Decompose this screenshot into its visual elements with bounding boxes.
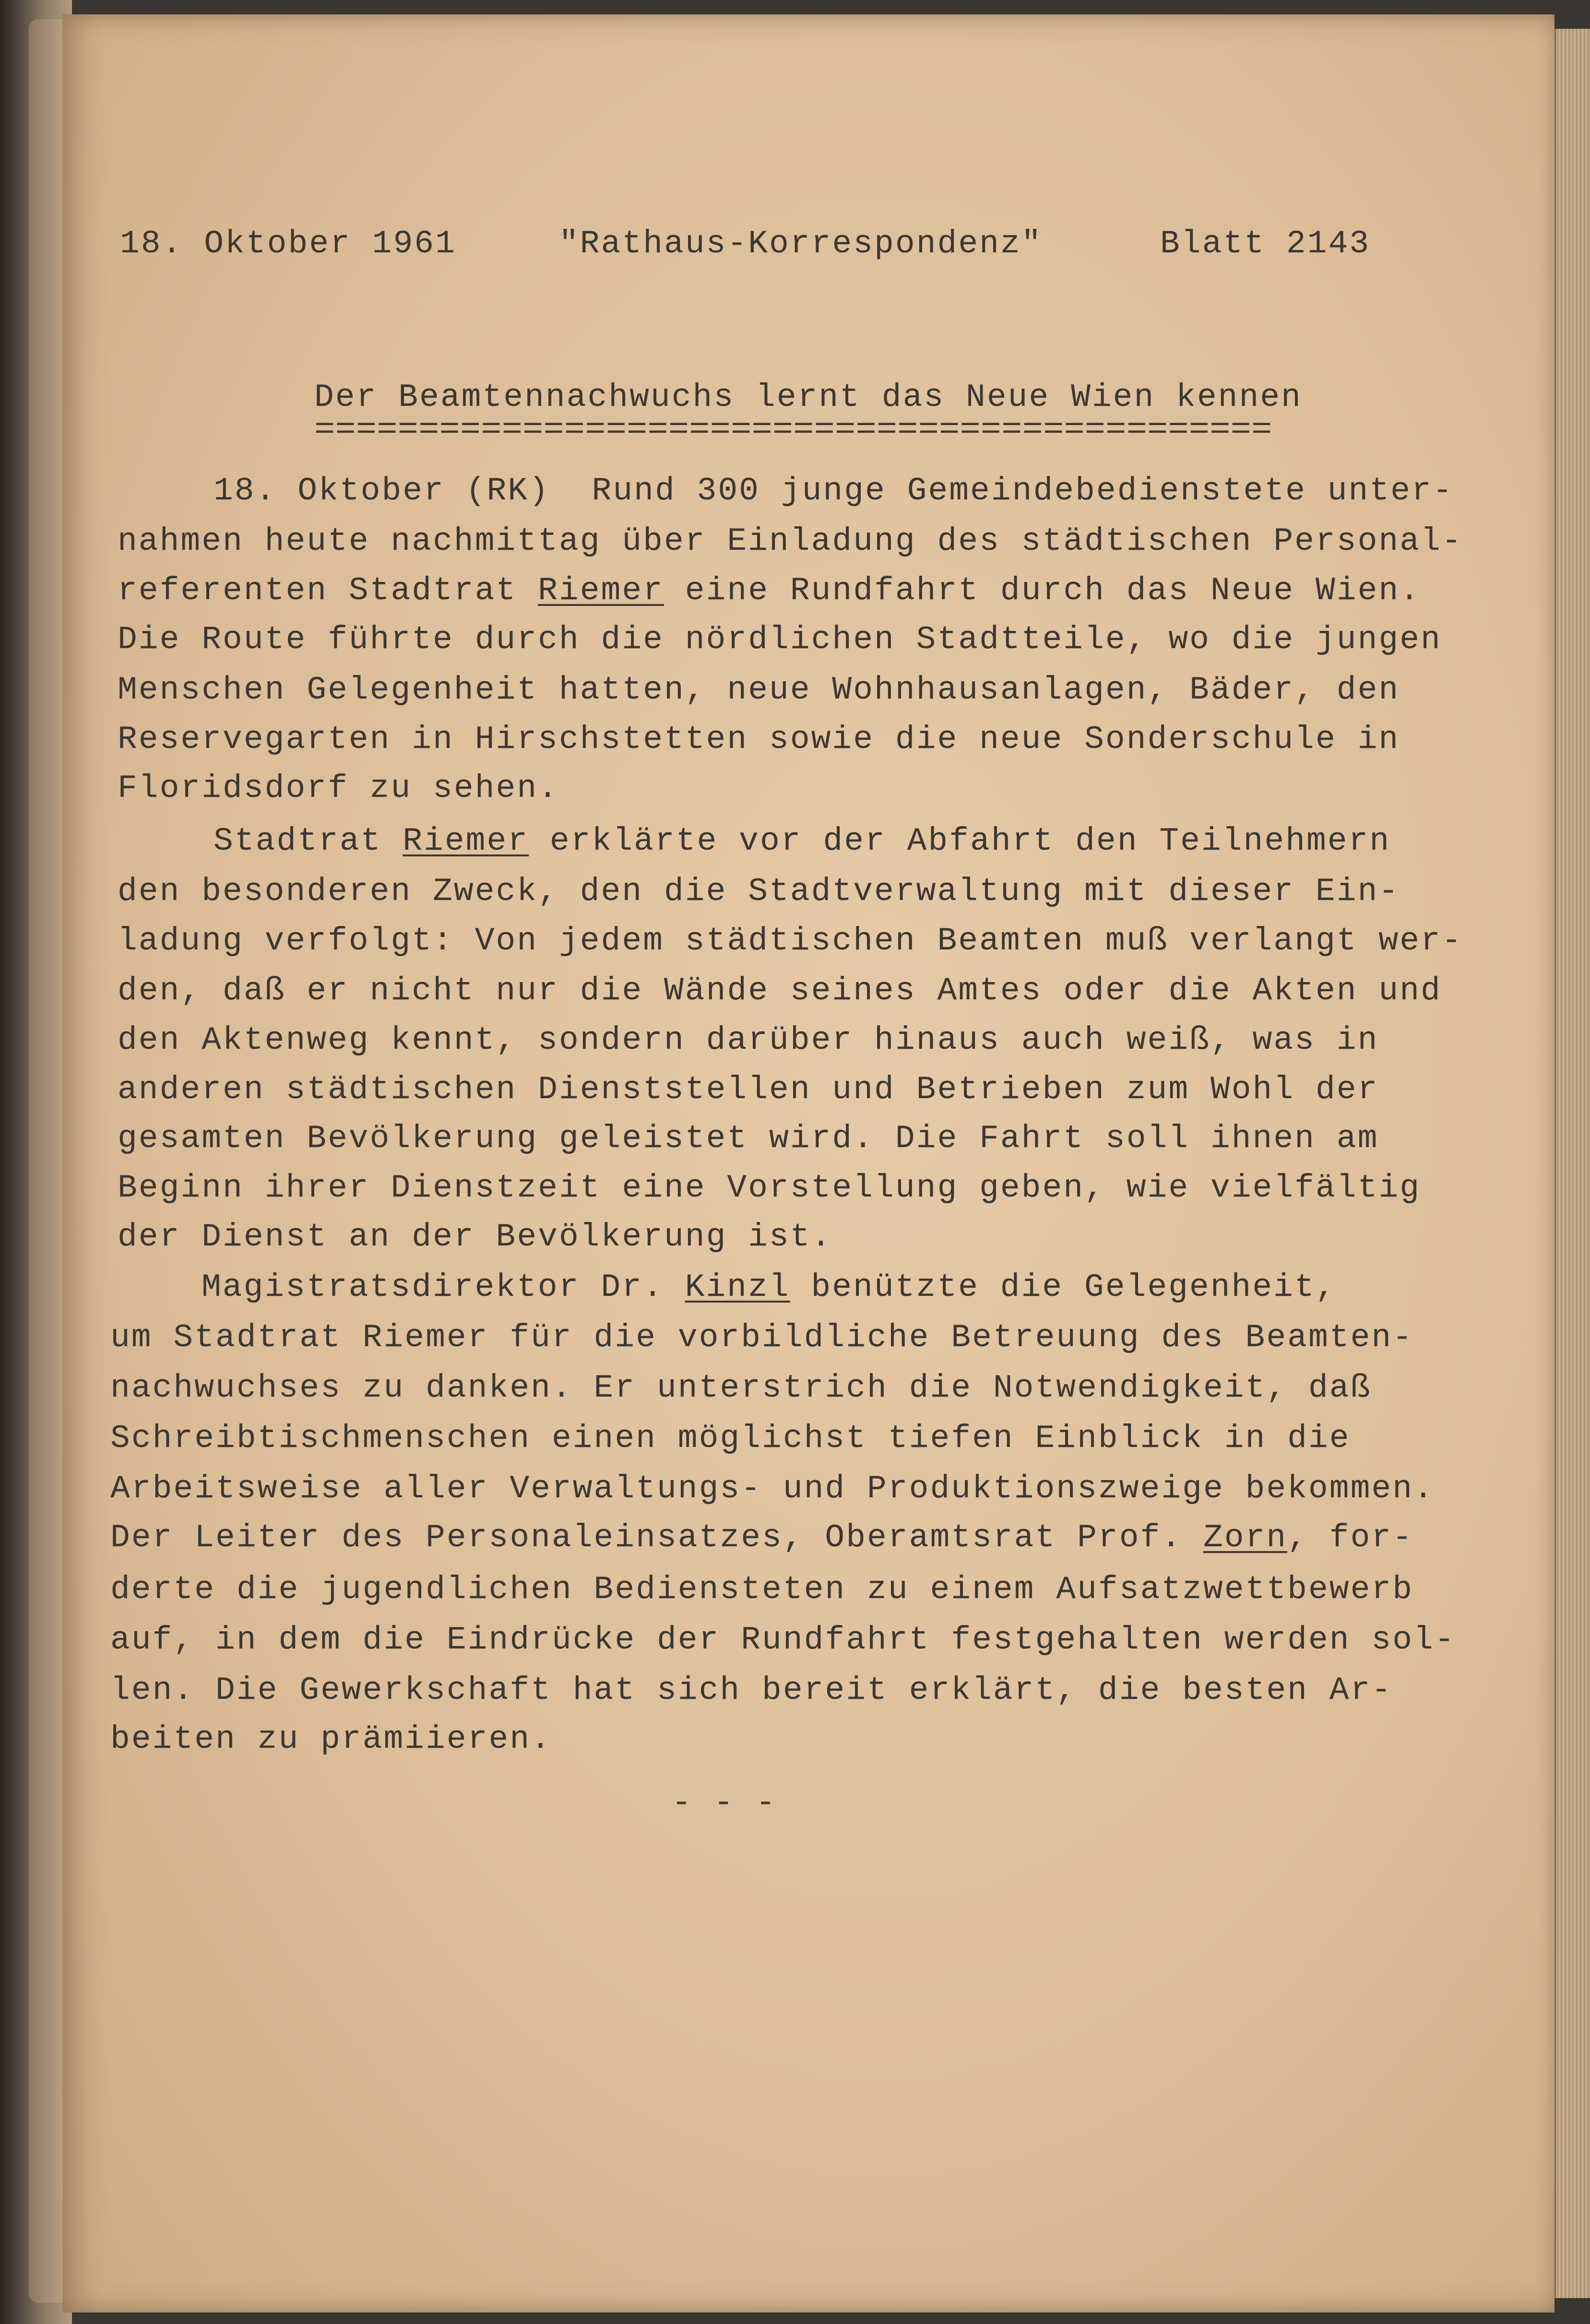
name-kinzl: Kinzl [685,1269,790,1306]
p2-line-4: den, daß er nicht nur die Wände seines Amtes oder die Akten und [118,972,1442,1009]
p2-line-7: gesamten Bevölkerung geleistet wird. Die Fahrt soll ihnen am [118,1120,1379,1157]
p1-line-3-end: eine Rundfahrt durch das Neue Wien. [664,572,1421,609]
p2-line-6: anderen städtischen Dienststellen und Betrieben zum Wohl der [118,1071,1379,1108]
header-publication: "Rathaus-Korrespondenz" [559,225,1043,262]
p3-line-1-end: benützte die Gelegenheit, [790,1269,1337,1306]
name-zorn: Zorn [1203,1519,1288,1556]
end-mark: - - - [672,1785,777,1822]
p1-line-1: 18. Oktober (RK) Rund 300 junge Gemeindebedienstete unter- [214,473,1454,510]
title-underline-rule: ============================================== [314,413,1272,448]
p3-line-8: auf, in dem die Eindrücke der Rundfahrt festgehalten werden sol- [110,1622,1456,1659]
header-sheet: Blatt 2143 [1160,225,1371,262]
p2-line-2: den besonderen Zweck, den die Stadtverwaltung mit dieser Ein- [118,873,1400,910]
page-stack-edge [1554,29,1590,2298]
name-riemer-2: Riemer [403,823,529,860]
p2-line-5: den Aktenweg kennt, sondern darüber hinaus auch weiß, was in [118,1022,1379,1059]
p2-line-8: Beginn ihrer Dienstzeit eine Vorstellung geben, wie vielfältig [118,1170,1421,1207]
p3-line-7: derte die jugendlichen Bediensteten zu einem Aufsatzwettbewerb [110,1571,1414,1608]
p1-line-4: Die Route führte durch die nördlichen Stadtteile, wo die jungen [118,621,1442,658]
p3-line-2: um Stadtrat Riemer für die vorbildliche Betreuung des Beamten- [110,1319,1414,1356]
document-page [62,14,1554,2312]
p3-line-6-end: , for- [1287,1519,1414,1556]
p1-line-2: nahmen heute nachmittag über Einladung des städtischen Personal- [118,523,1463,560]
p3-line-5: Arbeitsweise aller Verwaltungs- und Produktionszweige bekommen. [110,1470,1435,1507]
p2-line-9: der Dienst an der Bevölkerung ist. [118,1219,832,1256]
p1-line-3-start: referenten Stadtrat [118,572,538,609]
p2-line-1-start: Stadtrat [214,823,403,860]
p3-line-6-start: Der Leiter des Personaleinsatzes, Oberamtsrat Prof. [110,1519,1203,1556]
article-title: Der Beamtennachwuchs lernt das Neue Wien kennen [314,379,1302,416]
p1-line-6: Reservegarten in Hirschstetten sowie die neue Sonderschule in [118,721,1400,758]
p3-line-1 [202,1271,1337,1304]
p1-line-7: Floridsdorf zu sehen. [118,770,559,807]
p3-line-4: Schreibtischmenschen einen möglichst tiefen Einblick in die [110,1420,1351,1457]
p2-line-3: ladung verfolgt: Von jedem städtischen Beamten muß verlangt wer- [118,923,1463,960]
p1-line-5: Menschen Gelegenheit hatten, neue Wohnhausanlagen, Bäder, den [118,672,1400,709]
p2-line-1-end: erklärte vor der Abfahrt den Teilnehmern [529,823,1391,860]
p3-line-6 [110,1519,1414,1556]
p3-line-3: nachwuchses zu danken. Er unterstrich die Notwendigkeit, daß [110,1370,1372,1407]
p3-line-1-start: Magistratsdirektor Dr. [202,1269,685,1306]
p3-line-9: len. Die Gewerkschaft hat sich bereit erklärt, die besten Ar- [110,1672,1393,1709]
p3-line-10: beiten zu prämiieren. [110,1721,552,1758]
p2-line-1 [214,825,1390,858]
p1-line-3 [118,572,1421,609]
name-riemer: Riemer [538,572,664,609]
header-date: 18. Oktober 1961 [120,225,456,262]
